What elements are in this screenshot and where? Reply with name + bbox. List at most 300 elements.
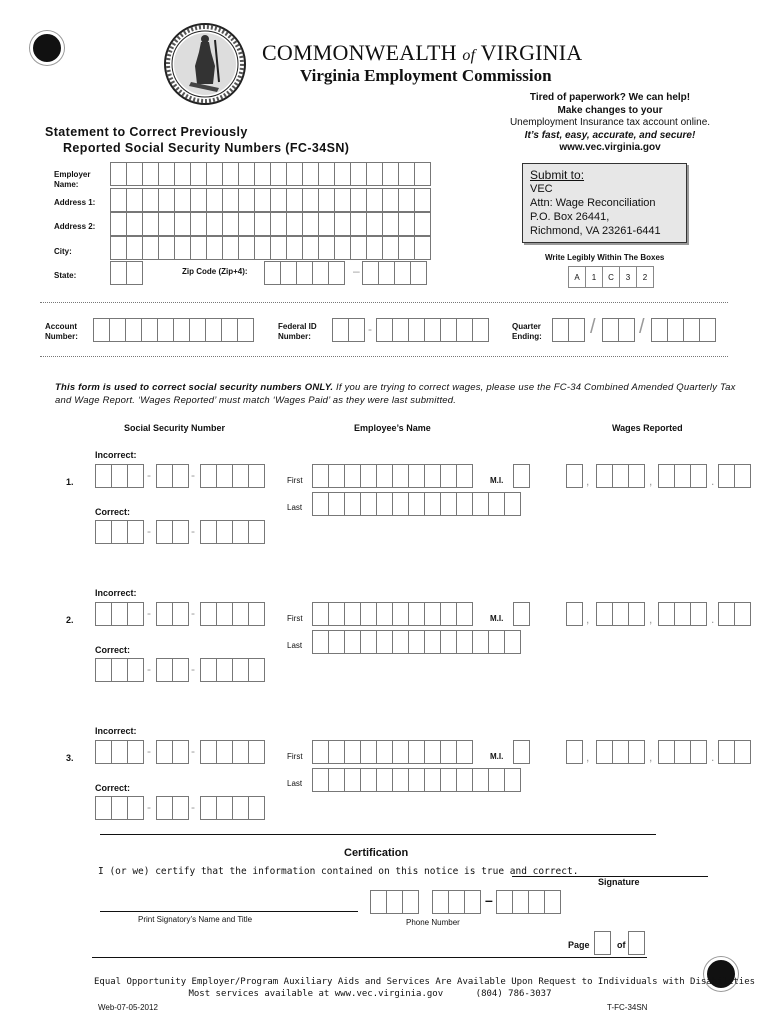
first-name-field[interactable] xyxy=(312,464,472,488)
char-box[interactable] xyxy=(382,212,399,236)
char-box[interactable] xyxy=(456,768,473,792)
char-box[interactable] xyxy=(472,630,489,654)
char-box[interactable] xyxy=(270,162,287,186)
char-box[interactable] xyxy=(156,520,173,544)
char-box[interactable] xyxy=(158,212,175,236)
char-box[interactable] xyxy=(392,492,409,516)
char-box[interactable] xyxy=(248,464,265,488)
char-box[interactable] xyxy=(126,188,143,212)
char-box[interactable] xyxy=(628,602,645,626)
address2-field[interactable] xyxy=(110,236,430,260)
char-box[interactable] xyxy=(376,602,393,626)
char-box[interactable] xyxy=(238,236,255,260)
char-box[interactable] xyxy=(488,768,505,792)
char-box[interactable] xyxy=(504,768,521,792)
wages-thousands[interactable] xyxy=(596,602,644,626)
char-box[interactable] xyxy=(238,188,255,212)
char-box[interactable] xyxy=(424,464,441,488)
char-box[interactable] xyxy=(312,492,329,516)
incorrect-ssn-serial[interactable] xyxy=(200,602,264,626)
char-box[interactable] xyxy=(302,188,319,212)
char-box[interactable] xyxy=(513,464,530,488)
char-box[interactable] xyxy=(472,492,489,516)
char-box[interactable] xyxy=(216,602,233,626)
incorrect-ssn-area[interactable] xyxy=(95,464,143,488)
char-box[interactable] xyxy=(312,630,329,654)
char-box[interactable] xyxy=(366,236,383,260)
char-box[interactable] xyxy=(596,602,613,626)
middle-initial-field[interactable] xyxy=(513,740,529,764)
char-box[interactable] xyxy=(424,602,441,626)
char-box[interactable] xyxy=(127,796,144,820)
char-box[interactable] xyxy=(190,212,207,236)
char-box[interactable] xyxy=(158,162,175,186)
zip4-field[interactable] xyxy=(362,261,426,285)
char-box[interactable] xyxy=(174,212,191,236)
char-box[interactable] xyxy=(674,740,691,764)
char-box[interactable] xyxy=(328,630,345,654)
char-box[interactable] xyxy=(206,236,223,260)
char-box[interactable] xyxy=(95,796,112,820)
char-box[interactable] xyxy=(142,162,159,186)
char-box[interactable] xyxy=(312,602,329,626)
char-box[interactable] xyxy=(157,318,174,342)
char-box[interactable] xyxy=(270,212,287,236)
char-box[interactable] xyxy=(658,740,675,764)
char-box[interactable] xyxy=(111,520,128,544)
char-box[interactable] xyxy=(190,162,207,186)
char-box[interactable] xyxy=(414,236,431,260)
char-box[interactable] xyxy=(312,464,329,488)
char-box[interactable] xyxy=(205,318,222,342)
wages-hundreds[interactable] xyxy=(658,740,706,764)
char-box[interactable] xyxy=(110,212,127,236)
char-box[interactable] xyxy=(95,464,112,488)
char-box[interactable] xyxy=(596,464,613,488)
char-box[interactable] xyxy=(456,464,473,488)
char-box[interactable] xyxy=(392,768,409,792)
char-box[interactable] xyxy=(376,492,393,516)
char-box[interactable] xyxy=(248,658,265,682)
federal-id-field-1[interactable] xyxy=(332,318,364,342)
wages-cents[interactable] xyxy=(718,740,750,764)
wages-hundreds[interactable] xyxy=(658,464,706,488)
char-box[interactable] xyxy=(174,236,191,260)
char-box[interactable] xyxy=(734,464,751,488)
char-box[interactable] xyxy=(496,890,513,914)
char-box[interactable] xyxy=(408,464,425,488)
correct-ssn-area[interactable] xyxy=(95,520,143,544)
last-name-field[interactable] xyxy=(312,768,520,792)
char-box[interactable] xyxy=(232,658,249,682)
char-box[interactable] xyxy=(424,768,441,792)
federal-id-field-2[interactable] xyxy=(376,318,488,342)
char-box[interactable] xyxy=(360,740,377,764)
char-box[interactable] xyxy=(334,162,351,186)
char-box[interactable] xyxy=(718,464,735,488)
char-box[interactable] xyxy=(718,602,735,626)
correct-ssn-serial[interactable] xyxy=(200,796,264,820)
char-box[interactable] xyxy=(568,318,585,342)
char-box[interactable] xyxy=(504,492,521,516)
correct-ssn-serial[interactable] xyxy=(200,520,264,544)
wages-millions[interactable] xyxy=(566,602,582,626)
char-box[interactable] xyxy=(141,318,158,342)
char-box[interactable] xyxy=(348,318,365,342)
char-box[interactable] xyxy=(126,261,143,285)
char-box[interactable] xyxy=(378,261,395,285)
char-box[interactable] xyxy=(238,212,255,236)
char-box[interactable] xyxy=(344,492,361,516)
char-box[interactable] xyxy=(350,236,367,260)
char-box[interactable] xyxy=(254,162,271,186)
char-box[interactable] xyxy=(690,464,707,488)
char-box[interactable] xyxy=(222,212,239,236)
incorrect-ssn-area[interactable] xyxy=(95,740,143,764)
char-box[interactable] xyxy=(216,464,233,488)
char-box[interactable] xyxy=(302,212,319,236)
char-box[interactable] xyxy=(110,162,127,186)
char-box[interactable] xyxy=(158,236,175,260)
char-box[interactable] xyxy=(424,630,441,654)
char-box[interactable] xyxy=(248,602,265,626)
char-box[interactable] xyxy=(254,212,271,236)
char-box[interactable] xyxy=(110,188,127,212)
char-box[interactable] xyxy=(190,188,207,212)
char-box[interactable] xyxy=(142,188,159,212)
char-box[interactable] xyxy=(111,464,128,488)
char-box[interactable] xyxy=(544,890,561,914)
char-box[interactable] xyxy=(464,890,481,914)
char-box[interactable] xyxy=(254,188,271,212)
correct-ssn-group[interactable] xyxy=(156,520,188,544)
char-box[interactable] xyxy=(376,768,393,792)
char-box[interactable] xyxy=(216,658,233,682)
wages-millions[interactable] xyxy=(566,740,582,764)
char-box[interactable] xyxy=(334,236,351,260)
char-box[interactable] xyxy=(93,318,110,342)
char-box[interactable] xyxy=(382,162,399,186)
char-box[interactable] xyxy=(612,740,629,764)
middle-initial-field[interactable] xyxy=(513,464,529,488)
char-box[interactable] xyxy=(286,212,303,236)
char-box[interactable] xyxy=(126,212,143,236)
char-box[interactable] xyxy=(440,768,457,792)
char-box[interactable] xyxy=(248,740,265,764)
char-box[interactable] xyxy=(674,602,691,626)
char-box[interactable] xyxy=(172,796,189,820)
wages-cents[interactable] xyxy=(718,464,750,488)
char-box[interactable] xyxy=(683,318,700,342)
wages-cents[interactable] xyxy=(718,602,750,626)
zip-field[interactable] xyxy=(264,261,344,285)
char-box[interactable] xyxy=(156,740,173,764)
char-box[interactable] xyxy=(408,740,425,764)
char-box[interactable] xyxy=(440,492,457,516)
incorrect-ssn-group[interactable] xyxy=(156,740,188,764)
char-box[interactable] xyxy=(456,602,473,626)
char-box[interactable] xyxy=(189,318,206,342)
char-box[interactable] xyxy=(127,520,144,544)
char-box[interactable] xyxy=(328,261,345,285)
char-box[interactable] xyxy=(127,464,144,488)
char-box[interactable] xyxy=(402,890,419,914)
char-box[interactable] xyxy=(472,768,489,792)
char-box[interactable] xyxy=(360,492,377,516)
char-box[interactable] xyxy=(200,796,217,820)
char-box[interactable] xyxy=(190,236,207,260)
char-box[interactable] xyxy=(690,740,707,764)
char-box[interactable] xyxy=(513,740,530,764)
char-box[interactable] xyxy=(142,236,159,260)
char-box[interactable] xyxy=(513,602,530,626)
char-box[interactable] xyxy=(566,464,583,488)
char-box[interactable] xyxy=(216,796,233,820)
char-box[interactable] xyxy=(344,768,361,792)
char-box[interactable] xyxy=(248,520,265,544)
char-box[interactable] xyxy=(366,162,383,186)
char-box[interactable] xyxy=(334,212,351,236)
char-box[interactable] xyxy=(216,740,233,764)
char-box[interactable] xyxy=(618,318,635,342)
incorrect-ssn-group[interactable] xyxy=(156,602,188,626)
char-box[interactable] xyxy=(394,261,411,285)
quarter-day-field[interactable] xyxy=(602,318,634,342)
incorrect-ssn-serial[interactable] xyxy=(200,740,264,764)
char-box[interactable] xyxy=(440,602,457,626)
char-box[interactable] xyxy=(222,162,239,186)
employer-name-field-2[interactable] xyxy=(110,188,430,212)
char-box[interactable] xyxy=(734,602,751,626)
char-box[interactable] xyxy=(382,188,399,212)
char-box[interactable] xyxy=(328,492,345,516)
char-box[interactable] xyxy=(424,318,441,342)
char-box[interactable] xyxy=(200,520,217,544)
char-box[interactable] xyxy=(440,740,457,764)
char-box[interactable] xyxy=(126,162,143,186)
char-box[interactable] xyxy=(312,740,329,764)
char-box[interactable] xyxy=(440,630,457,654)
char-box[interactable] xyxy=(360,768,377,792)
char-box[interactable] xyxy=(566,602,583,626)
char-box[interactable] xyxy=(172,740,189,764)
char-box[interactable] xyxy=(174,162,191,186)
char-box[interactable] xyxy=(156,464,173,488)
char-box[interactable] xyxy=(408,602,425,626)
wages-thousands[interactable] xyxy=(596,464,644,488)
char-box[interactable] xyxy=(328,768,345,792)
char-box[interactable] xyxy=(172,658,189,682)
char-box[interactable] xyxy=(360,602,377,626)
char-box[interactable] xyxy=(232,464,249,488)
char-box[interactable] xyxy=(156,658,173,682)
char-box[interactable] xyxy=(594,931,611,955)
char-box[interactable] xyxy=(111,602,128,626)
char-box[interactable] xyxy=(360,464,377,488)
char-box[interactable] xyxy=(718,740,735,764)
char-box[interactable] xyxy=(398,236,415,260)
state-field[interactable] xyxy=(110,261,142,285)
page-number-field[interactable] xyxy=(594,931,610,955)
char-box[interactable] xyxy=(111,740,128,764)
page-total-field[interactable] xyxy=(628,931,644,955)
char-box[interactable] xyxy=(504,630,521,654)
char-box[interactable] xyxy=(332,318,349,342)
correct-ssn-group[interactable] xyxy=(156,658,188,682)
char-box[interactable] xyxy=(414,188,431,212)
account-number-field[interactable] xyxy=(93,318,253,342)
char-box[interactable] xyxy=(312,261,329,285)
last-name-field[interactable] xyxy=(312,630,520,654)
char-box[interactable] xyxy=(328,464,345,488)
char-box[interactable] xyxy=(142,212,159,236)
char-box[interactable] xyxy=(628,931,645,955)
char-box[interactable] xyxy=(350,212,367,236)
char-box[interactable] xyxy=(344,740,361,764)
char-box[interactable] xyxy=(110,236,127,260)
char-box[interactable] xyxy=(667,318,684,342)
char-box[interactable] xyxy=(232,740,249,764)
char-box[interactable] xyxy=(172,520,189,544)
char-box[interactable] xyxy=(222,188,239,212)
char-box[interactable] xyxy=(302,236,319,260)
char-box[interactable] xyxy=(674,464,691,488)
char-box[interactable] xyxy=(386,890,403,914)
char-box[interactable] xyxy=(512,890,529,914)
char-box[interactable] xyxy=(280,261,297,285)
char-box[interactable] xyxy=(408,630,425,654)
char-box[interactable] xyxy=(408,318,425,342)
char-box[interactable] xyxy=(344,630,361,654)
char-box[interactable] xyxy=(376,740,393,764)
char-box[interactable] xyxy=(206,188,223,212)
char-box[interactable] xyxy=(350,188,367,212)
char-box[interactable] xyxy=(334,188,351,212)
char-box[interactable] xyxy=(456,318,473,342)
char-box[interactable] xyxy=(628,740,645,764)
char-box[interactable] xyxy=(408,492,425,516)
correct-ssn-serial[interactable] xyxy=(200,658,264,682)
address1-field[interactable] xyxy=(110,212,430,236)
correct-ssn-group[interactable] xyxy=(156,796,188,820)
middle-initial-field[interactable] xyxy=(513,602,529,626)
char-box[interactable] xyxy=(200,658,217,682)
char-box[interactable] xyxy=(95,658,112,682)
char-box[interactable] xyxy=(392,318,409,342)
char-box[interactable] xyxy=(127,602,144,626)
char-box[interactable] xyxy=(370,890,387,914)
char-box[interactable] xyxy=(408,768,425,792)
char-box[interactable] xyxy=(699,318,716,342)
char-box[interactable] xyxy=(172,602,189,626)
char-box[interactable] xyxy=(596,740,613,764)
char-box[interactable] xyxy=(302,162,319,186)
char-box[interactable] xyxy=(350,162,367,186)
char-box[interactable] xyxy=(528,890,545,914)
phone-prefix-field[interactable] xyxy=(432,890,480,914)
char-box[interactable] xyxy=(156,796,173,820)
char-box[interactable] xyxy=(488,630,505,654)
char-box[interactable] xyxy=(318,188,335,212)
char-box[interactable] xyxy=(318,236,335,260)
char-box[interactable] xyxy=(328,740,345,764)
last-name-field[interactable] xyxy=(312,492,520,516)
char-box[interactable] xyxy=(360,630,377,654)
char-box[interactable] xyxy=(424,492,441,516)
char-box[interactable] xyxy=(734,740,751,764)
char-box[interactable] xyxy=(392,464,409,488)
char-box[interactable] xyxy=(602,318,619,342)
char-box[interactable] xyxy=(221,318,238,342)
char-box[interactable] xyxy=(566,740,583,764)
char-box[interactable] xyxy=(651,318,668,342)
char-box[interactable] xyxy=(110,261,127,285)
wages-millions[interactable] xyxy=(566,464,582,488)
char-box[interactable] xyxy=(318,162,335,186)
char-box[interactable] xyxy=(254,236,271,260)
phone-line-field[interactable] xyxy=(496,890,560,914)
char-box[interactable] xyxy=(238,162,255,186)
char-box[interactable] xyxy=(344,464,361,488)
char-box[interactable] xyxy=(286,162,303,186)
char-box[interactable] xyxy=(392,602,409,626)
incorrect-ssn-serial[interactable] xyxy=(200,464,264,488)
char-box[interactable] xyxy=(173,318,190,342)
char-box[interactable] xyxy=(362,261,379,285)
char-box[interactable] xyxy=(612,602,629,626)
char-box[interactable] xyxy=(658,602,675,626)
char-box[interactable] xyxy=(366,212,383,236)
char-box[interactable] xyxy=(658,464,675,488)
char-box[interactable] xyxy=(456,492,473,516)
char-box[interactable] xyxy=(126,236,143,260)
first-name-field[interactable] xyxy=(312,740,472,764)
char-box[interactable] xyxy=(222,236,239,260)
char-box[interactable] xyxy=(127,658,144,682)
char-box[interactable] xyxy=(232,796,249,820)
quarter-year-field[interactable] xyxy=(651,318,715,342)
char-box[interactable] xyxy=(414,162,431,186)
char-box[interactable] xyxy=(232,602,249,626)
char-box[interactable] xyxy=(612,464,629,488)
char-box[interactable] xyxy=(296,261,313,285)
quarter-month-field[interactable] xyxy=(552,318,584,342)
char-box[interactable] xyxy=(432,890,449,914)
char-box[interactable] xyxy=(312,768,329,792)
char-box[interactable] xyxy=(200,464,217,488)
char-box[interactable] xyxy=(382,236,399,260)
char-box[interactable] xyxy=(95,740,112,764)
char-box[interactable] xyxy=(216,520,233,544)
char-box[interactable] xyxy=(318,212,335,236)
char-box[interactable] xyxy=(424,740,441,764)
char-box[interactable] xyxy=(690,602,707,626)
correct-ssn-area[interactable] xyxy=(95,796,143,820)
char-box[interactable] xyxy=(125,318,142,342)
char-box[interactable] xyxy=(344,602,361,626)
char-box[interactable] xyxy=(237,318,254,342)
char-box[interactable] xyxy=(628,464,645,488)
print-name-line[interactable] xyxy=(100,911,358,912)
char-box[interactable] xyxy=(206,212,223,236)
char-box[interactable] xyxy=(174,188,191,212)
char-box[interactable] xyxy=(158,188,175,212)
char-box[interactable] xyxy=(398,212,415,236)
char-box[interactable] xyxy=(392,630,409,654)
char-box[interactable] xyxy=(270,236,287,260)
promo-url[interactable]: www.vec.virginia.gov xyxy=(559,142,661,153)
char-box[interactable] xyxy=(488,492,505,516)
